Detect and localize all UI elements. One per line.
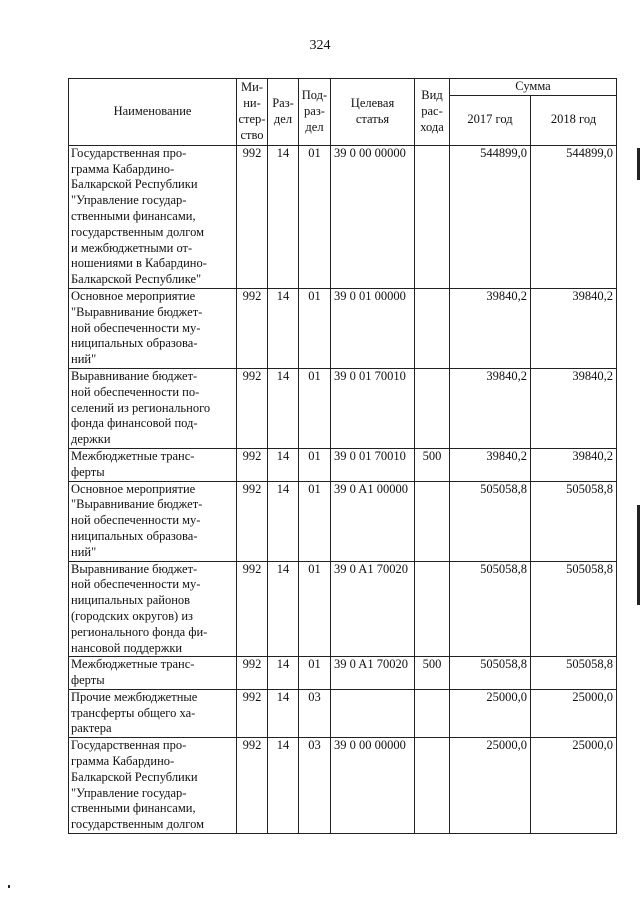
table-row: [69, 448, 617, 481]
header-ministry: Ми- ни- стер- ство: [237, 79, 268, 146]
cell-ministry: 992: [237, 368, 268, 448]
header-year-2017: 2017 год: [450, 95, 531, 145]
cell-sum-2017: 505058,8: [450, 657, 531, 690]
cell-target: 39 0 A1 70020: [331, 561, 415, 657]
cell-expense-type: [415, 288, 450, 368]
cell-name: Межбюджетные транс- ферты: [69, 657, 237, 690]
cell-sum-2018: 25000,0: [531, 738, 617, 834]
cell-expense-type: [415, 481, 450, 561]
cell-sum-2018: 39840,2: [531, 288, 617, 368]
cell-ministry: 992: [237, 657, 268, 690]
cell-ministry: 992: [237, 738, 268, 834]
cell-expense-type: [415, 738, 450, 834]
cell-sum-2018: 505058,8: [531, 657, 617, 690]
cell-sum-2018: 544899,0: [531, 145, 617, 288]
cell-section: 14: [268, 561, 299, 657]
cell-sum-2018: 505058,8: [531, 561, 617, 657]
table-row: [69, 738, 617, 834]
cell-expense-type: [415, 561, 450, 657]
cell-sum-2018: 39840,2: [531, 368, 617, 448]
cell-target: 39 0 A1 00000: [331, 481, 415, 561]
header-section: Раз- дел: [268, 79, 299, 146]
page-number: 324: [309, 38, 331, 53]
table-row: [69, 145, 617, 288]
cell-expense-type: 500: [415, 657, 450, 690]
table-row: [69, 561, 617, 657]
cell-name: Основное мероприятие "Выравнивание бюджет- ной обеспеченности му- ниципальных образова- ний": [69, 288, 237, 368]
cell-sum-2017: 544899,0: [450, 145, 531, 288]
cell-target: 39 0 00 00000: [331, 145, 415, 288]
cell-name: Прочие межбюджетные трансферты общего ха- рактера: [69, 689, 237, 737]
header-subsection: Под- раз- дел: [299, 79, 331, 146]
cell-subsection: 01: [299, 481, 331, 561]
cell-name: Государственная про- грамма Кабардино- Балкарской Республики "Управление государ- ственными финансами, государственным долгом и межбюджетными от- ношениями в Кабардино- Балкарской Республике": [69, 145, 237, 288]
table-row: [69, 288, 617, 368]
header-expense-type: Вид рас- хода: [415, 79, 450, 146]
cell-subsection: 03: [299, 738, 331, 834]
cell-ministry: 992: [237, 689, 268, 737]
cell-target: 39 0 A1 70020: [331, 657, 415, 690]
cell-target: 39 0 01 70010: [331, 368, 415, 448]
table-row: [69, 657, 617, 690]
cell-expense-type: 500: [415, 448, 450, 481]
cell-sum-2017: 39840,2: [450, 448, 531, 481]
cell-sum-2017: 39840,2: [450, 368, 531, 448]
cell-section: 14: [268, 288, 299, 368]
cell-ministry: 992: [237, 448, 268, 481]
cell-target: 39 0 00 00000: [331, 738, 415, 834]
cell-sum-2018: 39840,2: [531, 448, 617, 481]
cell-sum-2017: 25000,0: [450, 689, 531, 737]
cell-expense-type: [415, 368, 450, 448]
cell-target: [331, 689, 415, 737]
cell-name: Межбюджетные транс- ферты: [69, 448, 237, 481]
cell-sum-2017: 25000,0: [450, 738, 531, 834]
cell-subsection: 01: [299, 145, 331, 288]
cell-ministry: 992: [237, 561, 268, 657]
cell-expense-type: [415, 145, 450, 288]
table-row: [69, 368, 617, 448]
cell-section: 14: [268, 368, 299, 448]
cell-target: 39 0 01 00000: [331, 288, 415, 368]
cell-subsection: 01: [299, 657, 331, 690]
cell-section: 14: [268, 657, 299, 690]
cell-subsection: 01: [299, 288, 331, 368]
cell-sum-2017: 505058,8: [450, 561, 531, 657]
cell-ministry: 992: [237, 481, 268, 561]
cell-section: 14: [268, 738, 299, 834]
cell-subsection: 01: [299, 368, 331, 448]
cell-subsection: 01: [299, 561, 331, 657]
cell-ministry: 992: [237, 288, 268, 368]
cell-expense-type: [415, 689, 450, 737]
cell-section: 14: [268, 481, 299, 561]
cell-name: Выравнивание бюджет- ной обеспеченности по- селений из регионального фонда финансовой под- держки: [69, 368, 237, 448]
header-name: Наименование: [69, 79, 237, 146]
cell-sum-2017: 39840,2: [450, 288, 531, 368]
cell-section: 14: [268, 448, 299, 481]
header-sum: Сумма: [450, 79, 617, 96]
cell-target: 39 0 01 70010: [331, 448, 415, 481]
cell-sum-2018: 505058,8: [531, 481, 617, 561]
budget-table: [68, 78, 617, 834]
cell-section: 14: [268, 689, 299, 737]
cell-section: 14: [268, 145, 299, 288]
header-year-2018: 2018 год: [531, 95, 617, 145]
cell-name: Выравнивание бюджет- ной обеспеченности му- ниципальных районов (городских округов) из регионального фонда фи- нансовой поддержки: [69, 561, 237, 657]
cell-subsection: 03: [299, 689, 331, 737]
cell-name: Основное мероприятие "Выравнивание бюджет- ной обеспеченности му- ниципальных образова- ний": [69, 481, 237, 561]
table-row: [69, 481, 617, 561]
cell-ministry: 992: [237, 145, 268, 288]
scan-speck: [8, 885, 10, 888]
cell-sum-2018: 25000,0: [531, 689, 617, 737]
cell-sum-2017: 505058,8: [450, 481, 531, 561]
table-row: [69, 689, 617, 737]
header-target: Целевая статья: [331, 79, 415, 146]
cell-subsection: 01: [299, 448, 331, 481]
cell-name: Государственная про- грамма Кабардино- Балкарской Республики "Управление государ- ственными финансами, государственным долгом: [69, 738, 237, 834]
